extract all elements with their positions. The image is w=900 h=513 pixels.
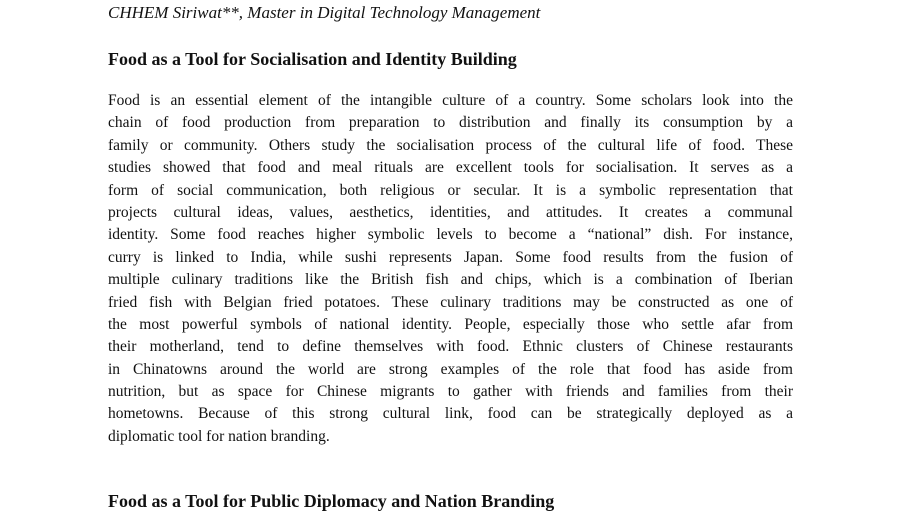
author-line: CHHEM Siriwat**, Master in Digital Technology Management xyxy=(108,3,541,22)
section-title: Food as a Tool for Socialisation and Identity Building xyxy=(108,49,517,69)
paragraph-line: hometowns. Because of this strong cultural link, food can be strategically deployed as a xyxy=(108,405,793,423)
paragraph-line: their motherland, tend to define themselves with food. Ethnic clusters of Chinese restaurants xyxy=(108,338,793,356)
paragraph-line: in Chinatowns around the world are strong examples of the role that food has aside from xyxy=(108,360,793,378)
paragraph-line: identity. Some food reaches higher symbolic levels to become a “national” dish. For instance, xyxy=(108,226,793,244)
paragraph-line: fried fish with Belgian fried potatoes. These culinary traditions may be constructed as one of xyxy=(108,293,793,311)
paragraph-line: the most powerful symbols of national identity. People, especially those who settle afar from xyxy=(108,315,793,333)
paragraph-line: projects cultural ideas, values, aesthetics, identities, and attitudes. It creates a communal xyxy=(108,203,793,221)
paragraph-line: family or community. Others study the socialisation process of the cultural life of food. These xyxy=(108,136,793,154)
paragraph-line: chain of food production from preparation to distribution and finally its consumption by a xyxy=(108,114,793,132)
paragraph-line: studies showed that food and meal rituals are excellent tools for socialisation. It serves as a xyxy=(108,159,793,177)
paragraph-line: form of social communication, both religious or secular. It is a symbolic representation that xyxy=(108,181,793,199)
paragraph-line: curry is linked to India, while sushi represents Japan. Some food results from the fusion of xyxy=(108,248,793,266)
paragraph-line: Food is an essential element of the intangible culture of a country. Some scholars look into the xyxy=(108,92,793,109)
body-paragraph xyxy=(108,90,793,448)
paragraph-line: nutrition, but as space for Chinese migrants to gather with friends and families from their xyxy=(108,383,793,401)
next-section-title: Food as a Tool for Public Diplomacy and Nation Branding xyxy=(108,491,555,511)
paragraph-line: multiple culinary traditions like the British fish and chips, which is a combination of Iberian xyxy=(108,271,793,289)
paragraph-line: diplomatic tool for nation branding. xyxy=(108,427,330,445)
